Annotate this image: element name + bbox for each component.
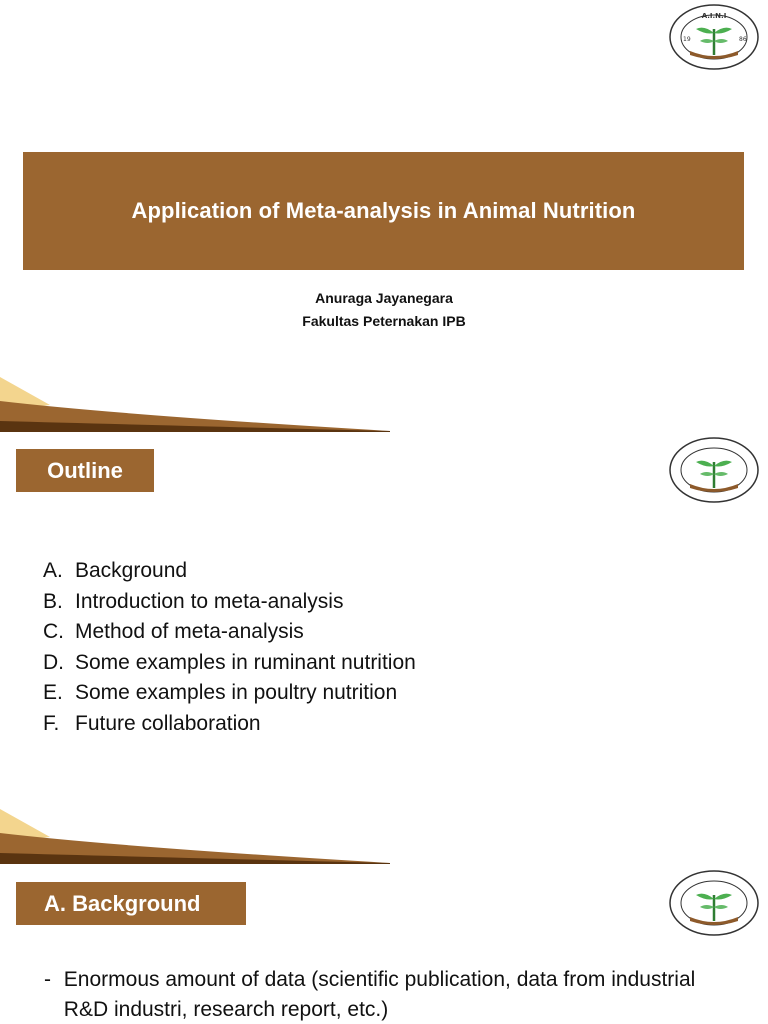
logo-year-left: 19 — [683, 36, 691, 43]
logo-year-right: 86 — [739, 36, 747, 43]
background-heading-box — [16, 882, 246, 925]
list-item: C. Method of meta-analysis — [43, 620, 304, 644]
list-item — [44, 965, 744, 1024]
bullet-marker: - — [44, 968, 51, 991]
decorative-swoosh-icon — [0, 807, 390, 865]
author-affiliation: Fakultas Peternakan IPB — [302, 313, 466, 329]
list-item: A. Background — [43, 559, 188, 582]
author-name: Anuraga Jayanegara — [315, 290, 453, 306]
outline-heading: Outline — [47, 457, 123, 483]
outline-heading-box — [16, 449, 154, 492]
outline-slide — [0, 432, 768, 865]
bullet-text: Enormous amount of data (scientific publication, data from industrial R&D industri, research report, etc.) — [63, 968, 696, 1021]
outline-list — [43, 556, 416, 740]
background-slide — [0, 865, 768, 1024]
background-heading: A. Background — [44, 890, 201, 916]
aini-logo-icon — [668, 436, 760, 504]
list-item: F. Future collaboration — [43, 711, 261, 735]
title-band — [23, 152, 744, 270]
aini-logo-icon — [668, 869, 760, 937]
list-item: B. Introduction to meta-analysis — [43, 589, 344, 613]
logo-text-top: A.I.N.I — [701, 12, 727, 20]
list-item: D. Some examples in ruminant nutrition — [43, 650, 416, 674]
list-item: E. Some examples in poultry nutrition — [43, 681, 398, 705]
decorative-swoosh-icon — [0, 375, 390, 432]
aini-logo-icon — [668, 3, 760, 71]
title-slide — [0, 0, 768, 432]
presentation-title: Application of Meta-analysis in Animal Nutrition — [131, 198, 636, 223]
